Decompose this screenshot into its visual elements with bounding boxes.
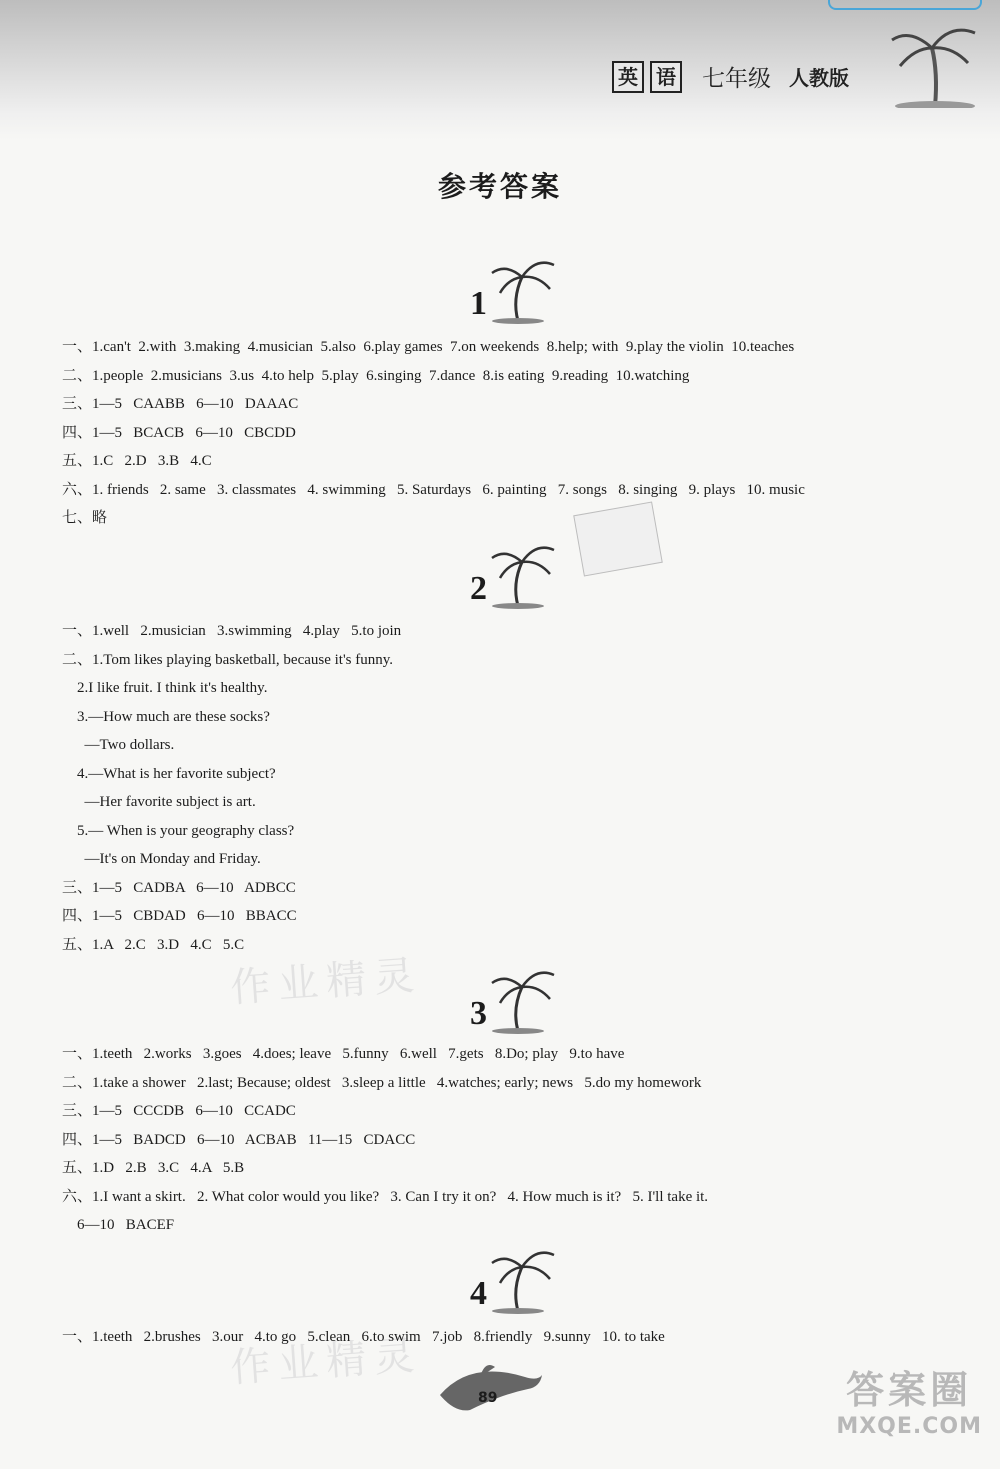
unit-number: 4: [470, 1275, 487, 1312]
answer-line: 四、1—5 BCACB 6—10 CBCDD: [62, 424, 296, 441]
unit-heading: [470, 255, 570, 325]
answer-line: 4.—What is her favorite subject?: [62, 765, 276, 782]
palm-tree-icon: [488, 1245, 558, 1315]
answer-line: 6—10 BACEF: [62, 1217, 175, 1233]
answer-line: 三、1—5 CAABB 6—10 DAAAC: [62, 396, 299, 412]
answer-line: 二、1.take a shower 2.last; Because; oldest 3.sleep a little 4.watches; early; news 5.do my homework: [62, 1074, 702, 1091]
stamp-graphic: [573, 502, 663, 577]
site-watermark: [836, 1359, 982, 1439]
answer-line: 5.— When is your geography class?: [62, 822, 295, 839]
answer-line: 2.I like fruit. I think it's healthy.: [62, 680, 268, 696]
answer-line: 三、1—5 CCCDB 6—10 CCADC: [62, 1103, 296, 1119]
palm-tree-icon: [890, 18, 980, 108]
answer-line: —Her favorite subject is art.: [62, 794, 256, 810]
edition-label: 人教版: [789, 66, 849, 90]
unit-number: 2: [470, 570, 487, 607]
unit-heading: [470, 1245, 570, 1315]
answer-line: 一、1.well 2.musician 3.swimming 4.play 5.to join: [62, 623, 402, 639]
dolphin-icon: [430, 1355, 550, 1415]
unit-number: 3: [470, 995, 487, 1032]
answer-line: 四、1—5 BADCD 6—10 ACBAB 11—15 CDACC: [62, 1131, 416, 1148]
page-title: 参考答案: [437, 170, 562, 203]
answer-line: 五、1.D 2.B 3.C 4.A 5.B: [62, 1160, 245, 1176]
answer-line: 二、1.people 2.musicians 3.us 4.to help 5.play 6.singing 7.dance 8.is eating 9.reading 10.watching: [62, 367, 690, 384]
answer-line: 五、1.A 2.C 3.D 4.C 5.C: [62, 936, 245, 953]
palm-tree-icon: [488, 255, 558, 325]
palm-tree-icon: [488, 965, 558, 1035]
answer-line: 一、1.teeth 2.brushes 3.our 4.to go 5.clean 6.to swim 7.job 8.friendly 9.sunny 10. to take: [62, 1329, 665, 1345]
answer-line: 七、略: [62, 510, 108, 526]
unit-heading: [470, 540, 570, 610]
page-number-area: [430, 1355, 550, 1415]
answer-line: —Two dollars.: [62, 737, 175, 753]
answer-line: 3.—How much are these socks?: [62, 708, 270, 725]
answer-line: 六、1. friends 2. same 3. classmates 4. swimming 5. Saturdays 6. painting 7. songs 8. singing 9. plays 10. music: [62, 481, 805, 498]
answer-line: 二、1.Tom likes playing basketball, because it's funny.: [62, 651, 394, 668]
palm-tree-icon: [488, 540, 558, 610]
answer-line: 四、1—5 CBDAD 6—10 BBACC: [62, 908, 297, 924]
grade-label: 七年级: [702, 66, 771, 92]
book-label: [612, 60, 849, 93]
page-number: 89: [478, 1390, 498, 1406]
header-banner: [0, 0, 1000, 140]
answer-line: 六、1.I want a skirt. 2. What color would you like? 3. Can I try it on? 4. How much is it? 5. I'll take it.: [62, 1188, 709, 1205]
answer-line: 五、1.C 2.D 3.B 4.C: [62, 453, 212, 469]
unit-number: 1: [470, 285, 487, 322]
answer-line: —It's on Monday and Friday.: [62, 851, 261, 867]
answer-line: 一、1.teeth 2.works 3.goes 4.does; leave 5.funny 6.well 7.gets 8.Do; play 9.to have: [62, 1046, 625, 1062]
unit-heading: [470, 965, 570, 1035]
answer-line: 三、1—5 CADBA 6—10 ADBCC: [62, 879, 296, 896]
subject-char-2: 语: [650, 61, 682, 93]
site-watermark-name: 答案圈: [846, 1368, 973, 1412]
watermark-text: 作业精灵: [228, 1332, 424, 1392]
subject-char-1: 英: [612, 61, 644, 93]
watermark-text: 作业精灵: [228, 952, 424, 1012]
answer-line: 一、1.can't 2.with 3.making 4.musician 5.also 6.play games 7.on weekends 8.help; with 9.play the violin 10.teaches: [62, 339, 795, 355]
corner-tab: [828, 0, 982, 10]
site-watermark-url: MXQE.COM: [836, 1414, 982, 1439]
